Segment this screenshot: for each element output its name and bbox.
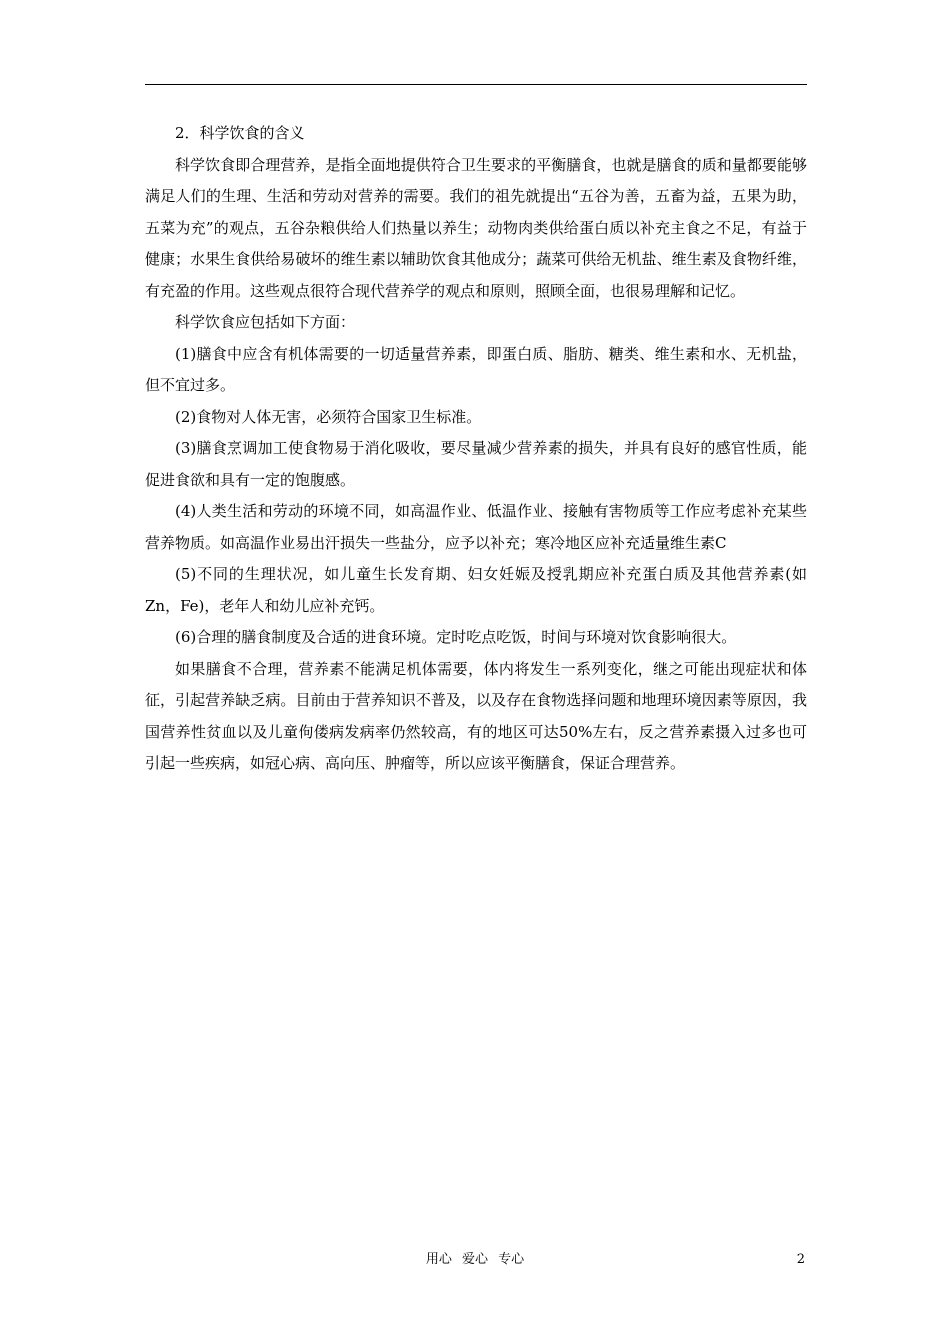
list-item-5: (5)不同的生理状况，如儿童生长发育期、妇女妊娠及授乳期应补充蛋白质及其他营养素(如Zn，Fe)，老年人和幼儿应补充钙。 [145,565,807,615]
footer-motto: 用心 爱心 专心 [425,1252,525,1267]
section-title: 2．科学饮食的含义 [175,124,305,142]
paragraph-list-intro: 科学饮食应包括如下方面： [175,313,356,331]
list-item-3: (3)膳食烹调加工使食物易于消化吸收，要尽量减少营养素的损失，并具有良好的感官性质，能促进食欲和具有一定的饱腹感。 [145,439,807,489]
list-item-4: (4)人类生活和劳动的环境不同，如高温作业、低温作业、接触有害物质等工作应考虑补充某些营养物质。如高温作业易出汗损失一些盐分，应予以补充；寒冷地区应补充适量维生素C [145,502,807,552]
paragraph-definition: 科学饮食即合理营养，是指全面地提供符合卫生要求的平衡膳食，也就是膳食的质和量都要能够满足人们的生理、生活和劳动对营养的需要。我们的祖先就提出“五谷为善，五畜为益，五果为助，五菜为充”的观点，五谷杂粮供给人们热量以养生；动物肉类供给蛋白质以补充主食之不足，有益于健康；水果生食供给易破坏的维生素以辅助饮食其他成分；蔬菜可供给无机盐、维生素及食物纤维，有充盈的作用。这些观点很符合现代营养学的观点和原则，照顾全面，也很易理解和记忆。 [145,155,807,300]
document-body [145,118,807,780]
list-item-2: (2)食物对人体无害，必须符合国家卫生标准。 [175,407,482,426]
list-item-1: (1)膳食中应含有机体需要的一切适量营养素，即蛋白质、脂肪、糖类、维生素和水、无机盐，但不宜过多。 [145,344,807,394]
header-rule [145,84,807,85]
list-item-6: (6)合理的膳食制度及合适的进食环境。定时吃点吃饭，时间与环境对饮食影响很大。 [175,628,737,646]
page-number: 2 [796,1252,805,1267]
page-footer [0,1248,950,1272]
paragraph-conclusion: 如果膳食不合理，营养素不能满足机体需要，体内将发生一系列变化，继之可能出现症状和体征，引起营养缺乏病。目前由于营养知识不普及，以及存在食物选择问题和地理环境因素等原因，我国营养性贫血以及儿童佝偻病发病率仍然较高，有的地区可达50%左右，反之营养素摄入过多也可引起一些疾病，如冠心病、高向压、肿瘤等，所以应该平衡膳食，保证合理营养。 [145,659,807,772]
